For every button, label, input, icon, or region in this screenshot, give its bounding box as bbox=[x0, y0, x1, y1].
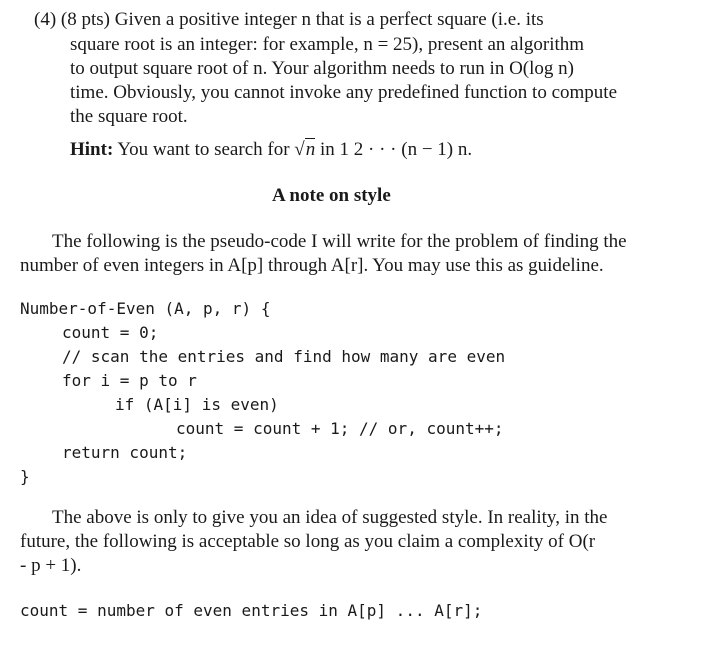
sqrt-n bbox=[294, 139, 315, 161]
style-para-line-2: number of even integers in A[p] through A[r]. You may use this as guideline. bbox=[20, 255, 604, 276]
hint-line bbox=[70, 139, 472, 161]
code-line-5: if (A[i] is even) bbox=[115, 395, 279, 414]
code-line-6: count = count + 1; // or, count++; bbox=[176, 419, 504, 438]
problem-line-2: square root is an integer: for example, n = 25), present an algorithm bbox=[70, 34, 585, 55]
code-line-7: return count; bbox=[62, 443, 188, 462]
final-code-line: count = number of even entries in A[p] ... A[r]; bbox=[20, 601, 483, 620]
sqrt-variable: n bbox=[305, 139, 316, 160]
code-line-1: Number-of-Even (A, p, r) { bbox=[20, 299, 271, 318]
problem-line-5: the square root. bbox=[70, 106, 188, 127]
hint-label: Hint: bbox=[70, 139, 114, 160]
hint-text-after: in 1 2 · · · (n − 1) n. bbox=[319, 139, 473, 160]
after-line-2: future, the following is acceptable so long as you claim a complexity of O(r bbox=[20, 531, 596, 552]
after-line-1: The above is only to give you an idea of suggested style. In reality, in the bbox=[52, 507, 608, 528]
hint-text-before: You want to search for bbox=[117, 139, 290, 160]
style-para-line-1: The following is the pseudo-code I will write for the problem of finding the bbox=[52, 231, 627, 252]
problem-line-3: to output square root of n. Your algorithm needs to run in O(log n) bbox=[70, 58, 574, 79]
style-heading: A note on style bbox=[272, 185, 391, 206]
code-line-4: for i = p to r bbox=[62, 371, 197, 390]
problem-line-4: time. Obviously, you cannot invoke any predefined function to compute bbox=[70, 82, 618, 103]
code-line-8: } bbox=[20, 467, 30, 486]
code-line-3: // scan the entries and find how many are even bbox=[62, 347, 506, 366]
problem-line-1: (4) (8 pts) Given a positive integer n that is a perfect square (i.e. its bbox=[34, 9, 544, 30]
sqrt-symbol: √ bbox=[294, 139, 305, 160]
after-line-3: - p + 1). bbox=[20, 555, 82, 576]
code-line-2: count = 0; bbox=[62, 323, 159, 342]
